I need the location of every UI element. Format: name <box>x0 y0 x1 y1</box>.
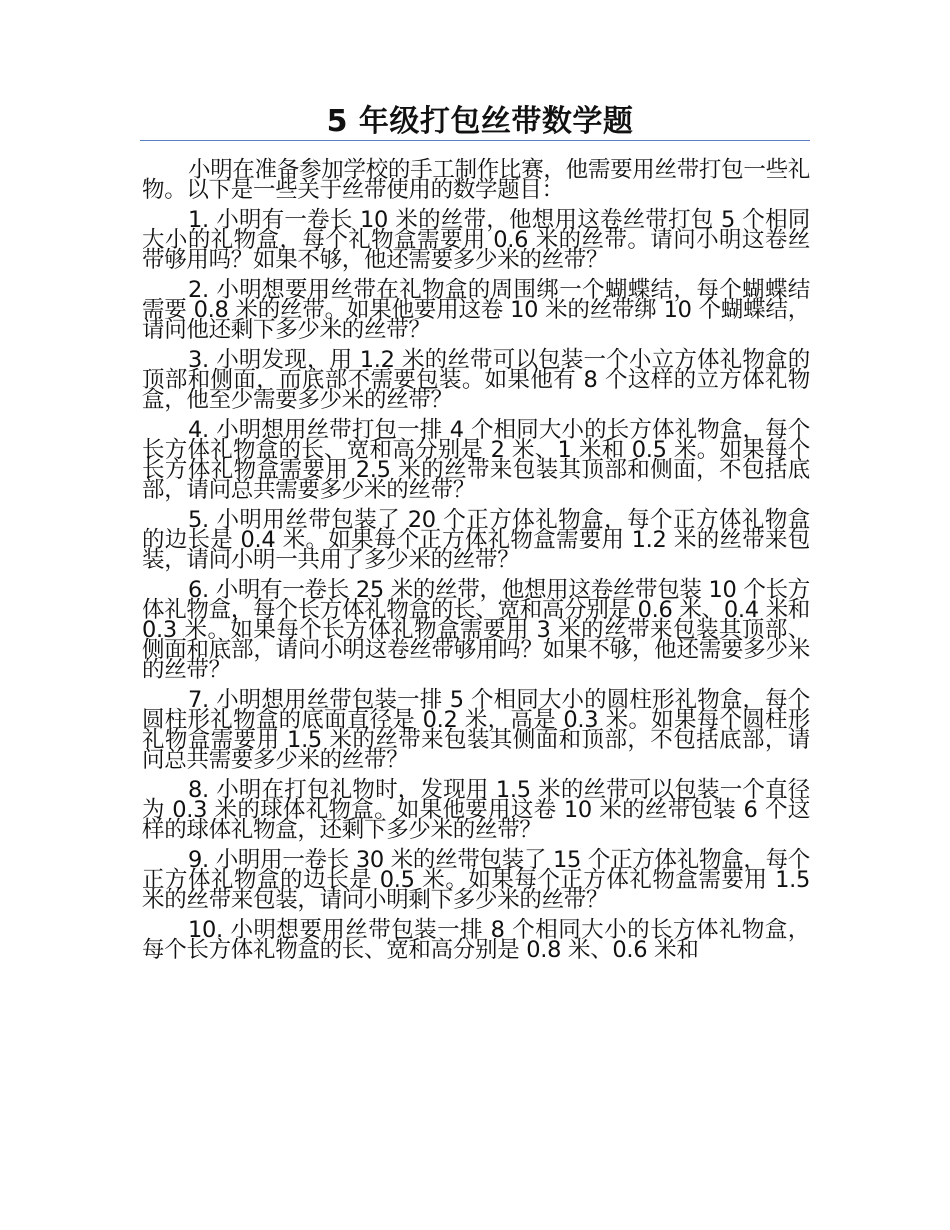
question-2: 2. 小明想要用丝带在礼物盒的周围绑一个蝴蝶结，每个蝴蝶结需要 0.8 米的丝带。如果他要用这卷 10 米的丝带绑 10 个蝴蝶结，请问他还剩下多少米的丝带？ <box>142 277 810 343</box>
question-1: 1. 小明有一卷长 10 米的丝带，他想用这卷丝带打包 5 个相同大小的礼物盒，每个礼物盒需要用 0.6 米的丝带。请问小明这卷丝带够用吗？如果不够，他还需要多少米的丝带？ <box>142 207 810 273</box>
question-4: 4. 小明想用丝带打包一排 4 个相同大小的长方体礼物盒，每个长方体礼物盒的长、宽和高分别是 2 米、1 米和 0.5 米。如果每个长方体礼物盒需要用 2.5 米的丝带来包装其顶部和侧面，不包括底部，请问总共需要多少米的丝带？ <box>142 417 810 503</box>
question-7: 7. 小明想用丝带包装一排 5 个相同大小的圆柱形礼物盒，每个圆柱形礼物盒的底面直径是 0.2 米，高是 0.3 米。如果每个圆柱形礼物盒需要用 1.5 米的丝带来包装其侧面和顶部，不包括底部，请问总共需要多少米的丝带？ <box>142 687 810 773</box>
question-9: 9. 小明用一卷长 30 米的丝带包装了 15 个正方体礼物盒，每个正方体礼物盒的边长是 0.5 米。如果每个正方体礼物盒需要用 1.5 米的丝带来包装，请问小明剩下多少米的丝带？ <box>142 847 810 913</box>
question-6: 6. 小明有一卷长 25 米的丝带，他想用这卷丝带包装 10 个长方体礼物盒，每个长方体礼物盒的长、宽和高分别是 0.6 米、0.4 米和 0.3 米。如果每个长方体礼物盒需要用 3 米的丝带来包装其顶部、侧面和底部，请问小明这卷丝带够用吗？如果不够，他还需要多少米的丝带？ <box>142 577 810 683</box>
document-body <box>142 157 810 970</box>
title-divider <box>140 140 810 141</box>
question-10: 10. 小明想要用丝带包装一排 8 个相同大小的长方体礼物盒，每个长方体礼物盒的长、宽和高分别是 0.8 米、0.6 米和 <box>142 917 810 963</box>
question-5: 5. 小明用丝带包装了 20 个正方体礼物盒，每个正方体礼物盒的边长是 0.4 米。如果每个正方体礼物盒需要用 1.2 米的丝带来包装，请问小明一共用了多少米的丝带？ <box>142 507 810 573</box>
page-title: 5 年级打包丝带数学题 <box>326 104 634 139</box>
intro-paragraph: 小明在准备参加学校的手工制作比赛，他需要用丝带打包一些礼物。以下是一些关于丝带使用的数学题目： <box>142 157 810 203</box>
question-3: 3. 小明发现，用 1.2 米的丝带可以包装一个小立方体礼物盒的顶部和侧面，而底部不需要包装。如果他有 8 个这样的立方体礼物盒，他至少需要多少米的丝带？ <box>142 347 810 413</box>
question-8: 8. 小明在打包礼物时，发现用 1.5 米的丝带可以包装一个直径为 0.3 米的球体礼物盒。如果他要用这卷 10 米的丝带包装 6 个这样的球体礼物盒，还剩下多少米的丝带？ <box>142 777 810 843</box>
